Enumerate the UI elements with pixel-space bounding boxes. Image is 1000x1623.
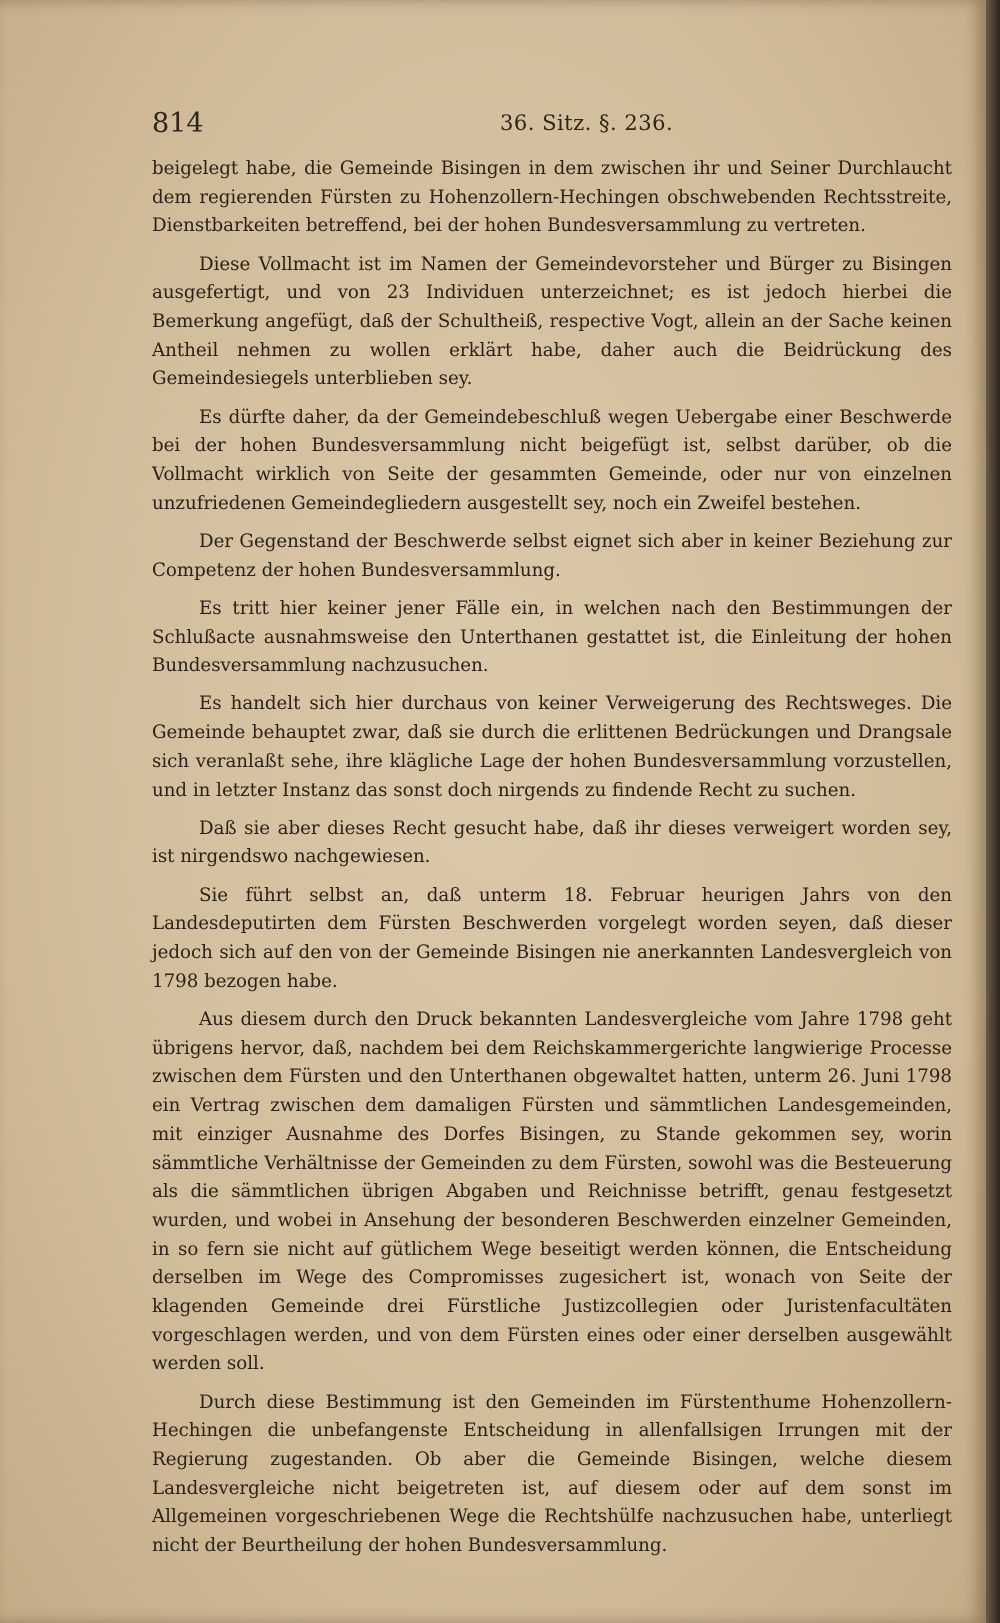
running-title: 36. Sitz. §. 236. — [500, 111, 674, 135]
paragraph: Es dürfte daher, da der Gemeindebeschluß wegen Uebergabe einer Beschwerde bei der hohen Bundesversammlung nicht beigefügt ist, selbst darüber, ob die Vollmacht wirklich von Seite der gesammten Gemeinde, oder nur von einzelnen unzufriedenen Gemeindegliedern ausgestellt sey, noch ein Zweifel bestehen. — [152, 406, 952, 514]
page-edge — [986, 0, 1000, 1623]
body-text — [152, 155, 952, 1570]
paragraph: Es handelt sich hier durchaus von keiner Verweigerung des Rechtsweges. Die Gemeinde behauptet zwar, daß sie durch die erlittenen Bedrückungen und Drangsale sich veranlaßt sehe, ihre klägliche Lage der hohen Bundesversammlung vorzustellen, und in letzter Instanz das sonst doch nirgends zu findende Recht zu suchen. — [152, 693, 952, 801]
paragraph: Daß sie aber dieses Recht gesucht habe, daß ihr dieses verweigert worden sey, ist nirgendswo nachgewiesen. — [152, 817, 952, 868]
paragraph: Sie führt selbst an, daß unterm 18. Februar heurigen Jahrs von den Landesdeputirten dem Fürsten Beschwerden vorgelegt worden seyen, daß dieser jedoch sich auf den von der Gemeinde Bisingen nie anerkannten Landesvergleich von 1798 bezogen habe. — [152, 884, 952, 992]
paragraph: Aus diesem durch den Druck bekannten Landesvergleiche vom Jahre 1798 geht übrigens hervor, daß, nachdem bei dem Reichskammergerichte langwierige Processe zwischen dem Fürsten und den Unterthanen obgewaltet hatten, unterm 26. Juni 1798 ein Vertrag zwischen dem damaligen Fürsten und sämmtlichen Landesgemeinden, mit einziger Ausnahme des Dorfes Bisingen, zu Stande gekommen sey, worin sämmtliche Verhältnisse der Gemeinden zu dem Fürsten, sowohl was die Besteuerung als die sämmtlichen übrigen Abgaben und Reichnisse betrifft, genau festgesetzt wurden, und wobei in Ansehung der besonderen Beschwerden einzelner Gemeinden, in so fern sie nicht auf gütlichem Wege beseitigt werden können, die Entscheidung derselben im Wege des Compromisses zugesichert ist, wonach von Seite der klagenden Gemeinde drei Fürstliche Justizcollegien oder Juristenfacultäten vorgeschlagen werden, und von dem Fürsten eines oder einer derselben ausgewählt werden soll. — [152, 1008, 952, 1375]
paragraph: beigelegt habe, die Gemeinde Bisingen in dem zwischen ihr und Seiner Durchlaucht dem regierenden Fürsten zu Hohenzollern-Hechingen obschwebenden Rechtsstreite, Dienstbarkeiten betreffend, bei der hohen Bundesversammlung zu vertreten. — [152, 158, 952, 237]
paragraph: Es tritt hier keiner jener Fälle ein, in welchen nach den Bestimmungen der Schlußacte ausnahmsweise den Unterthanen gestattet ist, die Einleitung der hohen Bundesversammlung nachzusuchen. — [152, 597, 952, 677]
page-header — [150, 108, 950, 144]
page-number: 814 — [152, 108, 204, 139]
paragraph: Durch diese Bestimmung ist den Gemeinden im Fürstenthume Hohenzollern-Hechingen die unbefangenste Entscheidung in allenfallsigen Irrungen mit der Regierung zugestanden. Ob aber die Gemeinde Bisingen, welche diesem Landesvergleiche nicht beigetreten ist, auf diesem oder auf dem sonst im Allgemeinen vorgeschriebenen Wege die Rechtshülfe nachzusuchen habe, unterliegt nicht der Beurtheilung der hohen Bundesversammlung. — [152, 1391, 952, 1557]
paragraph: Der Gegenstand der Beschwerde selbst eignet sich aber in keiner Beziehung zur Competenz der hohen Bundesversammlung. — [152, 530, 952, 581]
paragraph: Diese Vollmacht ist im Namen der Gemeindevorsteher und Bürger zu Bisingen ausgefertigt, und von 23 Individuen unterzeichnet; es ist jedoch hierbei die Bemerkung angefügt, daß der Schultheiß, respective Vogt, allein an der Sache keinen Antheil nehmen zu wollen erklärt habe, daher auch die Beidrückung des Gemeindesiegels unterblieben sey. — [152, 253, 952, 390]
